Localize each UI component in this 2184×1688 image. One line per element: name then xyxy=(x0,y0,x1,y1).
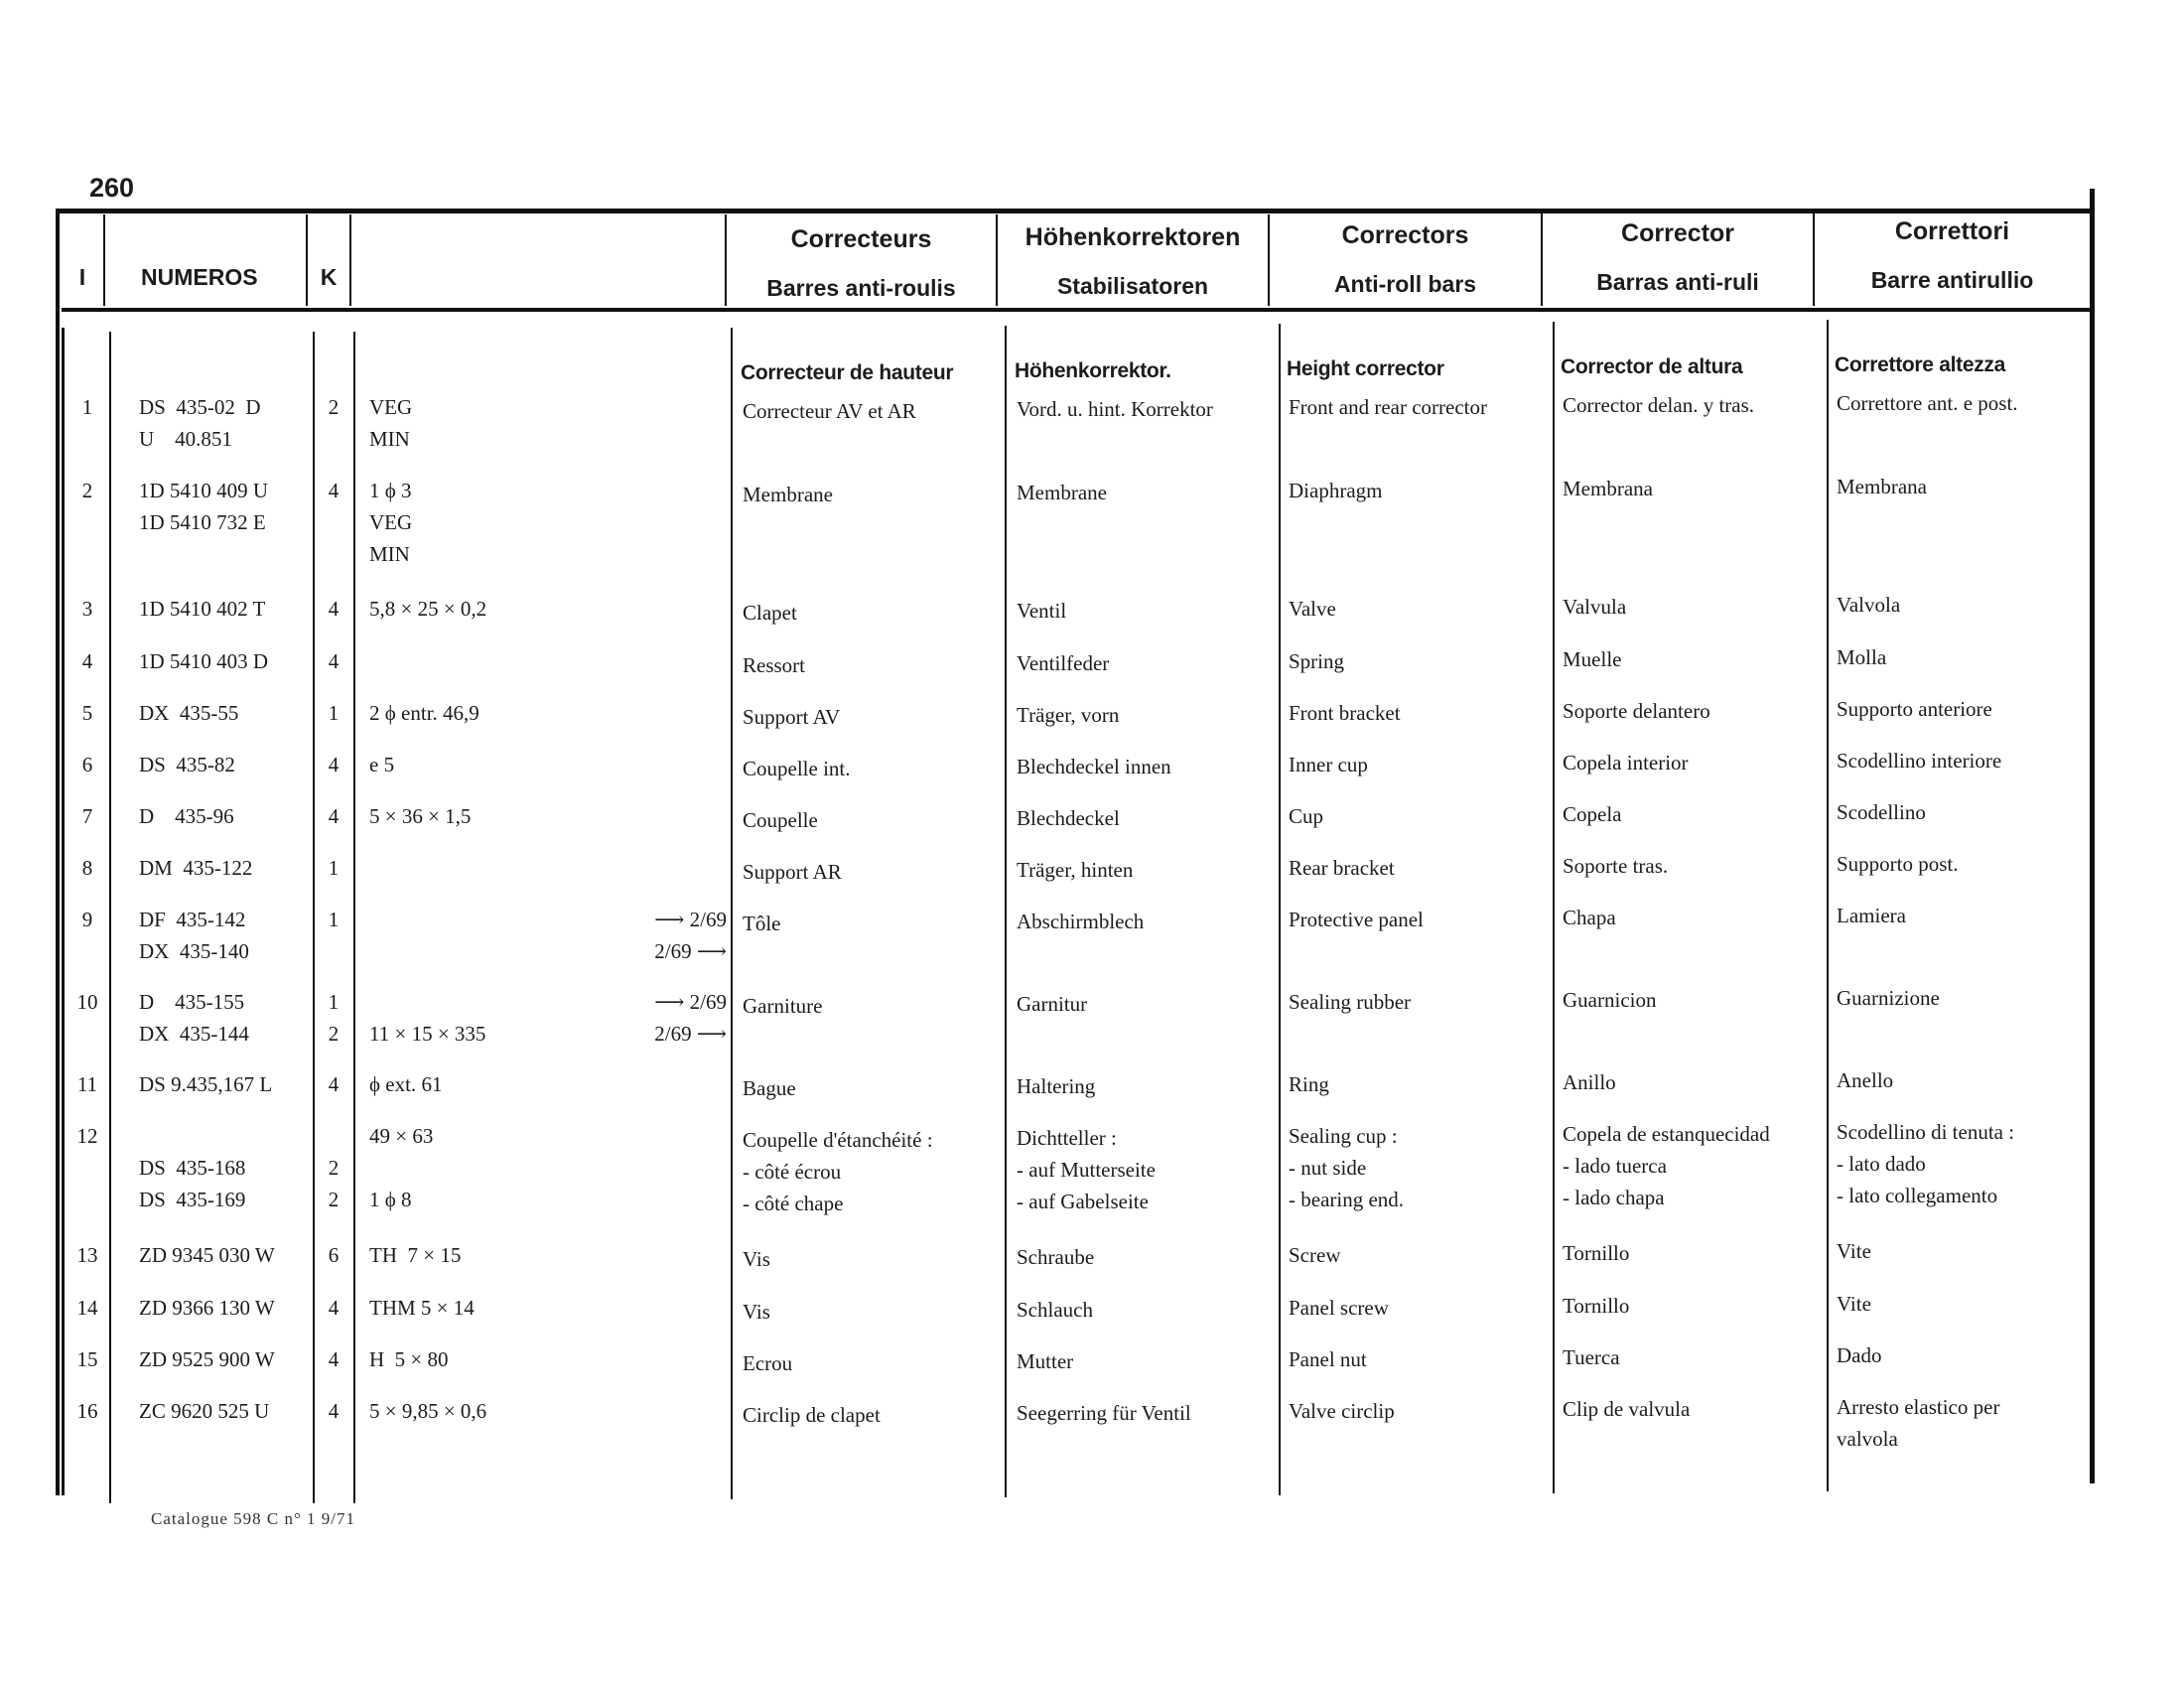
row-6-es: Copela interior xyxy=(1563,751,1689,774)
header-en-line2: Anti-roll bars xyxy=(1333,271,1477,297)
row-4-k: 4 xyxy=(328,649,340,673)
row-16-en: Valve circlip xyxy=(1289,1399,1395,1423)
row-9-es: Chapa xyxy=(1563,906,1616,929)
col-sep-body-3 xyxy=(353,332,355,1503)
header-col-k: K xyxy=(320,264,338,290)
header-it-line1: Correttori xyxy=(1894,217,2010,245)
row-9-fr: Tôle xyxy=(743,912,781,935)
row-8-i: 8 xyxy=(81,856,93,880)
row-10-numeros: D 435-155 DX 435-144 xyxy=(139,990,249,1046)
row-7-es: Copela xyxy=(1563,802,1622,826)
row-3-it: Valvola xyxy=(1837,593,1901,617)
row-10-date: ⟶ 2/69 2/69 ⟶ xyxy=(654,990,727,1046)
row-8-it: Supporto post. xyxy=(1837,852,1959,876)
row-7-numeros: D 435-96 xyxy=(139,804,234,828)
row-7-de: Blechdeckel xyxy=(1017,806,1120,830)
row-12-it: Scodellino di tenuta : - lato dado - lato collegamento xyxy=(1837,1120,2015,1207)
row-10-it: Guarnizione xyxy=(1837,986,1940,1010)
header-en-line1: Correctors xyxy=(1341,221,1469,249)
row-8-es: Soporte tras. xyxy=(1563,854,1669,878)
row-11-fr: Bague xyxy=(743,1076,796,1100)
row-6-spec: e 5 xyxy=(369,753,395,776)
row-12-fr: Coupelle d'étanchéité : - côté écrou - côté chape xyxy=(743,1128,933,1215)
row-8-numeros: DM 435-122 xyxy=(139,856,253,880)
row-4-i: 4 xyxy=(81,649,93,673)
row-4-en: Spring xyxy=(1289,649,1345,673)
row-11-de: Haltering xyxy=(1017,1074,1096,1098)
row-1-de: Vord. u. hint. Korrektor xyxy=(1017,397,1213,421)
row-13-spec: TH 7 × 15 xyxy=(369,1243,462,1267)
row-3-es: Valvula xyxy=(1563,595,1627,619)
row-15-k: 4 xyxy=(328,1347,340,1371)
row-1-numeros: DS 435-02 D U 40.851 xyxy=(139,395,261,451)
row-7-it: Scodellino xyxy=(1837,800,1926,824)
row-10-i: 10 xyxy=(76,990,98,1014)
row-6-de: Blechdeckel innen xyxy=(1017,755,1171,778)
row-5-en: Front bracket xyxy=(1289,701,1401,725)
row-2-de: Membrane xyxy=(1017,481,1107,504)
row-11-i: 11 xyxy=(76,1072,98,1096)
row-11-k: 4 xyxy=(328,1072,340,1096)
row-10-k: 1 2 xyxy=(328,990,340,1046)
row-11-spec: ϕ ext. 61 xyxy=(369,1072,443,1096)
header-es-line1: Corrector xyxy=(1621,219,1734,247)
row-16-spec: 5 × 9,85 × 0,6 xyxy=(369,1399,487,1423)
row-2-it: Membrana xyxy=(1837,475,1927,498)
row-13-fr: Vis xyxy=(743,1247,770,1271)
table-left-inner-border xyxy=(62,328,65,1495)
page-number: 260 xyxy=(89,173,135,203)
row-14-en: Panel screw xyxy=(1289,1296,1389,1320)
header-de-line1: Höhenkorrektoren xyxy=(1024,223,1241,251)
row-9-k: 1 xyxy=(328,908,340,931)
row-2-es: Membrana xyxy=(1563,477,1653,500)
row-4-it: Molla xyxy=(1837,645,1887,669)
row-3-de: Ventil xyxy=(1017,599,1067,623)
row-6-i: 6 xyxy=(81,753,93,776)
row-8-de: Träger, hinten xyxy=(1017,858,1134,882)
row-4-fr: Ressort xyxy=(743,653,805,677)
row-13-it: Vite xyxy=(1837,1239,1871,1263)
row-9-it: Lamiera xyxy=(1837,904,1906,927)
col-sep-body-1 xyxy=(109,332,111,1503)
row-13-k: 6 xyxy=(328,1243,340,1267)
row-6-k: 4 xyxy=(328,753,340,776)
row-3-k: 4 xyxy=(328,597,340,621)
col-sep-body-6 xyxy=(1279,324,1281,1495)
row-5-numeros: DX 435-55 xyxy=(139,701,239,725)
row-9-date: ⟶ 2/69 2/69 ⟶ xyxy=(654,908,727,963)
row-16-es: Clip de valvula xyxy=(1563,1397,1691,1421)
header-fr-line1: Correcteurs xyxy=(790,225,932,253)
row-2-numeros: 1D 5410 409 U 1D 5410 732 E xyxy=(139,479,269,534)
row-16-k: 4 xyxy=(328,1399,340,1423)
row-5-i: 5 xyxy=(81,701,93,725)
row-14-k: 4 xyxy=(328,1296,340,1320)
col-sep-header-3 xyxy=(349,214,351,306)
col-sep-body-5 xyxy=(1005,326,1007,1497)
col-sep-body-7 xyxy=(1553,322,1555,1493)
row-12-i: 12 xyxy=(76,1124,98,1148)
row-6-en: Inner cup xyxy=(1289,753,1368,776)
row-7-k: 4 xyxy=(328,804,340,828)
row-1-it: Correttore ant. e post. xyxy=(1837,391,2018,415)
row-1-k: 2 xyxy=(328,395,340,419)
row-7-en: Cup xyxy=(1289,804,1324,828)
row-5-it: Supporto anteriore xyxy=(1837,697,1992,721)
row-1-spec: VEG MIN xyxy=(369,395,413,451)
row-2-i: 2 xyxy=(81,479,93,502)
row-11-es: Anillo xyxy=(1563,1070,1616,1094)
col-sep-body-8 xyxy=(1827,320,1829,1491)
row-8-fr: Support AR xyxy=(743,860,842,884)
table-left-border xyxy=(56,209,60,1495)
header-fr-line2: Barres anti-roulis xyxy=(766,275,956,301)
row-11-it: Anello xyxy=(1837,1068,1894,1092)
row-16-fr: Circlip de clapet xyxy=(743,1403,881,1427)
row-12-es: Copela de estanquecidad - lado tuerca - lado chapa xyxy=(1563,1122,1770,1209)
row-6-numeros: DS 435-82 xyxy=(139,753,235,776)
row-15-fr: Ecrou xyxy=(743,1351,793,1375)
row-10-spec: 11 × 15 × 335 xyxy=(369,1022,486,1046)
header-col-numeros: NUMEROS xyxy=(141,264,258,290)
row-12-k: 2 2 xyxy=(328,1156,340,1211)
row-14-i: 14 xyxy=(76,1296,98,1320)
row-4-es: Muelle xyxy=(1563,647,1622,671)
row-5-fr: Support AV xyxy=(743,705,841,729)
row-6-fr: Coupelle int. xyxy=(743,757,851,780)
row-14-spec: THM 5 × 14 xyxy=(369,1296,475,1320)
row-16-numeros: ZC 9620 525 U xyxy=(139,1399,270,1423)
section-title-it: Correttore altezza xyxy=(1835,353,2005,376)
row-15-it: Dado xyxy=(1837,1343,1882,1367)
row-5-de: Träger, vorn xyxy=(1017,703,1120,727)
row-2-en: Diaphragm xyxy=(1289,479,1383,502)
row-10-es: Guarnicion xyxy=(1563,988,1657,1012)
row-15-de: Mutter xyxy=(1017,1349,1074,1373)
row-15-numeros: ZD 9525 900 W xyxy=(139,1347,275,1371)
row-11-numeros: DS 9.435,167 L xyxy=(139,1072,273,1096)
section-title-en: Height corrector xyxy=(1287,357,1444,380)
row-16-de: Seegerring für Ventil xyxy=(1017,1401,1191,1425)
row-14-es: Tornillo xyxy=(1563,1294,1630,1318)
row-2-fr: Membrane xyxy=(743,483,833,506)
row-8-en: Rear bracket xyxy=(1289,856,1395,880)
row-9-numeros: DF 435-142 DX 435-140 xyxy=(139,908,249,963)
row-12-en: Sealing cup : - nut side - bearing end. xyxy=(1289,1124,1405,1211)
row-10-en: Sealing rubber xyxy=(1289,990,1412,1014)
row-11-en: Ring xyxy=(1289,1072,1329,1096)
row-13-es: Tornillo xyxy=(1563,1241,1630,1265)
row-16-it: Arresto elastico per valvola xyxy=(1837,1395,2000,1451)
header-de-line2: Stabilisatoren xyxy=(1056,273,1209,299)
row-10-de: Garnitur xyxy=(1017,992,1088,1016)
row-15-es: Tuerca xyxy=(1563,1345,1620,1369)
row-4-de: Ventilfeder xyxy=(1017,651,1110,675)
section-title-fr: Correcteur de hauteur xyxy=(741,361,954,384)
row-13-de: Schraube xyxy=(1017,1245,1095,1269)
row-5-spec: 2 ϕ entr. 46,9 xyxy=(369,701,479,725)
row-2-k: 4 xyxy=(328,479,340,502)
section-title-de: Höhenkorrektor. xyxy=(1015,359,1171,382)
row-15-en: Panel nut xyxy=(1289,1347,1367,1371)
row-9-de: Abschirmblech xyxy=(1017,910,1145,933)
header-col-i: I xyxy=(78,264,86,290)
row-1-i: 1 xyxy=(81,395,93,419)
row-7-spec: 5 × 36 × 1,5 xyxy=(369,804,472,828)
row-10-fr: Garniture xyxy=(743,994,823,1018)
row-15-spec: H 5 × 80 xyxy=(369,1347,449,1371)
row-1-es: Corrector delan. y tras. xyxy=(1563,393,1755,417)
row-13-i: 13 xyxy=(76,1243,98,1267)
row-13-en: Screw xyxy=(1289,1243,1341,1267)
row-12-numeros: DS 435-168 DS 435-169 xyxy=(139,1156,246,1211)
row-3-numeros: 1D 5410 402 T xyxy=(139,597,266,621)
header-it-line2: Barre antirullio xyxy=(1870,267,2034,293)
row-14-it: Vite xyxy=(1837,1292,1871,1316)
row-7-i: 7 xyxy=(81,804,93,828)
row-9-en: Protective panel xyxy=(1289,908,1424,931)
row-14-numeros: ZD 9366 130 W xyxy=(139,1296,275,1320)
section-title-es: Corrector de altura xyxy=(1561,355,1743,378)
row-7-fr: Coupelle xyxy=(743,808,818,832)
row-14-de: Schlauch xyxy=(1017,1298,1093,1322)
row-13-numeros: ZD 9345 030 W xyxy=(139,1243,275,1267)
row-14-fr: Vis xyxy=(743,1300,770,1324)
row-8-k: 1 xyxy=(328,856,340,880)
col-sep-body-2 xyxy=(313,332,315,1503)
catalogue-footer: Catalogue 598 C n° 1 9/71 xyxy=(151,1509,356,1528)
col-sep-body-4 xyxy=(731,328,733,1499)
row-5-es: Soporte delantero xyxy=(1563,699,1710,723)
row-5-k: 1 xyxy=(328,701,340,725)
row-9-i: 9 xyxy=(81,908,93,931)
row-12-spec: 49 × 63 1 ϕ 8 xyxy=(369,1124,434,1211)
row-3-spec: 5,8 × 25 × 0,2 xyxy=(369,597,487,621)
row-3-i: 3 xyxy=(81,597,93,621)
row-1-fr: Correcteur AV et AR xyxy=(743,399,916,423)
table-right-border xyxy=(2090,189,2095,1483)
row-12-de: Dichtteller : - auf Mutterseite - auf Gabelseite xyxy=(1017,1126,1156,1213)
row-15-i: 15 xyxy=(76,1347,98,1371)
row-16-i: 16 xyxy=(76,1399,98,1423)
header-es-line2: Barras anti-ruli xyxy=(1596,269,1759,295)
row-6-it: Scodellino interiore xyxy=(1837,749,2002,773)
row-3-en: Valve xyxy=(1289,597,1336,621)
row-3-fr: Clapet xyxy=(743,601,797,625)
row-1-en: Front and rear corrector xyxy=(1289,395,1487,419)
row-2-spec: 1 ϕ 3 VEG MIN xyxy=(369,479,413,566)
row-4-numeros: 1D 5410 403 D xyxy=(139,649,269,673)
